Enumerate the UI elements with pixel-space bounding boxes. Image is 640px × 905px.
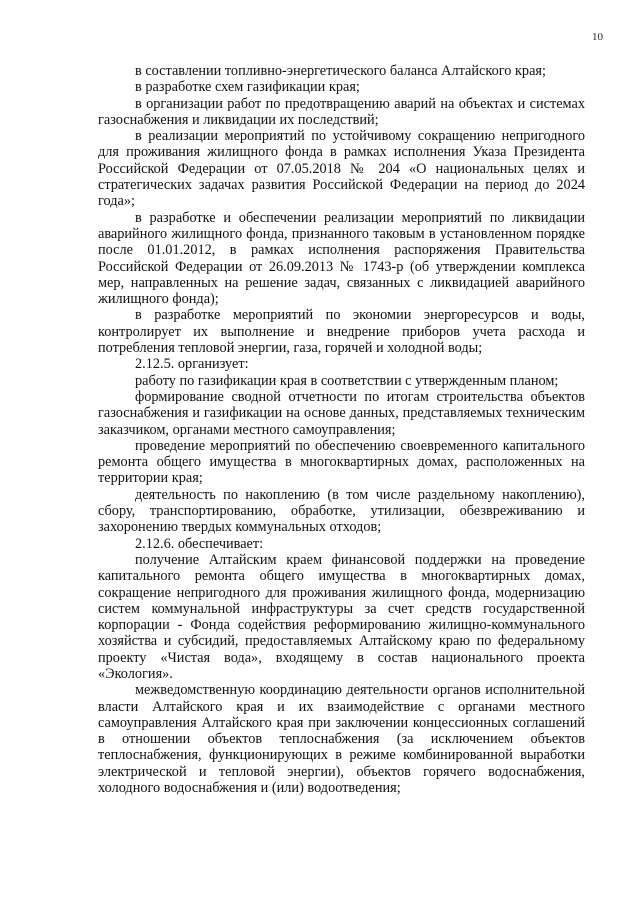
document-body — [98, 63, 585, 796]
paragraph-emergency-housing: в разработке и обеспечении реализации мероприятий по ликвидации аварийного жилищного фонда, признанного таковым в установленном порядке после 01.01.2012, в рамках исполнения распоряжения Правительства Российской Федерации от 26.09.2013 № 1743-р (об утверждении комплекса мер, направленных на решение задач, связанных с ликвидацией аварийного жилищного фонда); — [98, 209, 585, 308]
paragraph-financial-support: получение Алтайским краем финансовой поддержки на проведение капитального ремонта общего имущества в многоквартирных домах, сокращение непригодного для проживания жилищного фонда, модернизацию систем коммунальной инфраструктуры за счет средств государственной корпорации - Фонда содействия реформированию жилищно-коммунального хозяйства и субсидий, предоставляемых Алтайскому краю по федеральному проекту «Чистая вода», входящему в состав национального проекта «Экология». — [98, 551, 585, 682]
paragraph-reporting: формирование сводной отчетности по итогам строительства объектов газоснабжения и газификации на основе данных, представляемых техническим заказчиком, органами местного самоуправления; — [98, 388, 585, 438]
paragraph-gasification-work: работу по газификации края в соответствии с утвержденным планом; — [135, 372, 559, 389]
page-number: 10 — [592, 31, 603, 43]
paragraph-energy-saving: в разработке мероприятий по экономии энергоресурсов и воды, контролирует их выполнение и внедрение приборов учета расхода и потребления тепловой энергии, газа, горячей и холодной воды; — [98, 307, 585, 357]
paragraph-fuel-balance: в составлении топливно-энергетического баланса Алтайского края; — [135, 63, 546, 79]
paragraph-gasification-schemes: в разработке схем газификации края; — [135, 79, 360, 96]
paragraph-accident-prevention: в организации работ по предотвращению аварий на объектах и системах газоснабжения и ликвидации их последствий; — [98, 95, 585, 128]
paragraph-capital-repair: проведение мероприятий по обеспечению своевременного капитального ремонта общего имущества в многоквартирных домах, расположенных на территории края; — [98, 437, 585, 487]
section-heading-2-12-5: 2.12.5. организует: — [135, 356, 249, 373]
paragraph-concession-coordination: межведомственную координацию деятельности органов исполнительной власти Алтайского края и их взаимодействие с органами местного самоуправления Алтайского края при заключении концессионных соглашений в отношении объектов теплоснабжения (за исключением объектов теплоснабжения, функционирующих в режиме комбинированной выработки электрической и тепловой энергии), объектов горячего водоснабжения, холодного водоснабжения и (или) водоотведения; — [98, 682, 585, 797]
paragraph-housing-decree: в реализации мероприятий по устойчивому сокращению непригодного для проживания жилищного фонда в рамках исполнения Указа Президента Российской Федерации от 07.05.2018 № 204 «О национальных целях и стратегических задачах развития Российской Федерации на период до 2024 года»; — [98, 128, 585, 210]
paragraph-waste-management: деятельность по накоплению (в том числе раздельному накоплению), сбору, транспортированию, обработке, утилизации, обезвреживанию и захоронению твердых коммунальных отходов; — [98, 486, 585, 536]
section-heading-2-12-6: 2.12.6. обеспечивает: — [135, 535, 264, 552]
